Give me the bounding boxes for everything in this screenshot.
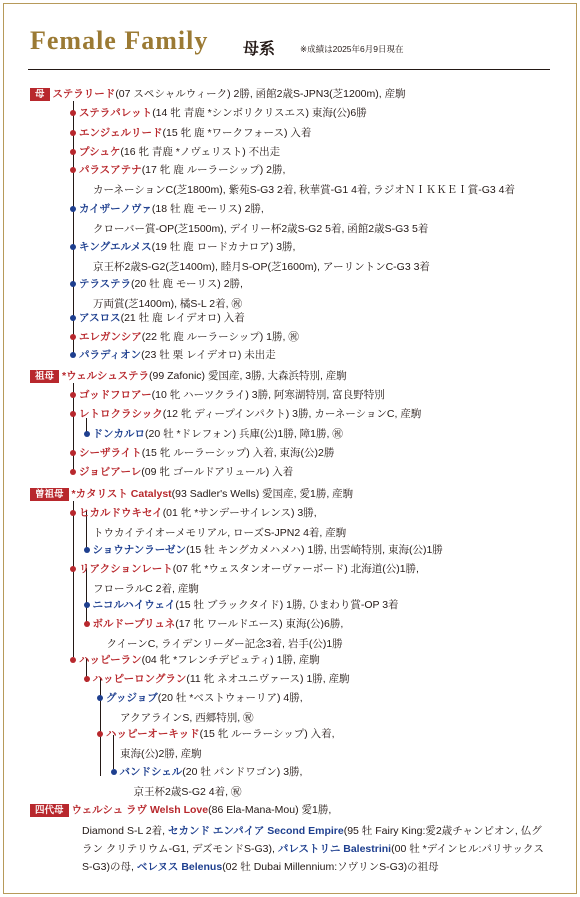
offspring-name: ヒカルドウキセイ [79, 507, 163, 519]
offspring-name: ステラパレット [79, 107, 153, 119]
page-subtitle: 母系 [243, 41, 276, 58]
offspring-record: 京王杯2歳S-G2 4着, ㊗ [133, 786, 242, 798]
tree-dot [70, 110, 76, 116]
offspring-info: (20 牡 鹿 モーリス) 2勝, [130, 278, 243, 290]
offspring-info: (17 牝 鹿 ルーラーシップ) 2勝, [141, 164, 286, 176]
second-empire-name: セカンド エンパイア Second Empire [167, 825, 344, 837]
date-note: ※成績は2025年6月9日現在 [300, 44, 404, 54]
second-dam-tag: 祖母 [30, 370, 59, 383]
offspring-row [79, 126, 311, 140]
offspring-row [93, 672, 350, 686]
third-dam-tree-line [73, 501, 74, 657]
fourth-dam-tag: 四代母 [30, 804, 69, 817]
offspring-info: (15 牡 キングカメハメハ) 1勝, 出雲崎特別, 東海(公)1勝 [186, 544, 443, 556]
offspring-info: (07 牝 *ウェスタンオーヴァーボード) 北海道(公)1勝, [172, 563, 419, 575]
offspring-row [106, 727, 335, 741]
offspring-row [79, 277, 243, 291]
dam-line [30, 87, 406, 101]
offspring-name: バンドシェル [119, 766, 183, 778]
offspring-row [93, 543, 443, 557]
third-dam-info: (93 Sadler's Wells) 愛国産, 愛1勝, 産駒 [171, 488, 354, 500]
offspring-info: (15 牝 鹿 *ワークフォース) 入着 [162, 127, 312, 139]
offspring-row [79, 348, 276, 362]
offspring-row [106, 691, 303, 705]
offspring-record: フローラルC 2着, 産駒 [93, 583, 199, 595]
tree-dot [70, 469, 76, 475]
tree-dot [70, 334, 76, 340]
offspring-row [79, 562, 419, 576]
offspring-name: アスロス [79, 312, 121, 324]
offspring-record: アクアラインS, 西郷特別, ㊗ [120, 712, 254, 724]
tree-dot [70, 352, 76, 358]
tree-dot [70, 244, 76, 250]
offspring-row [79, 145, 280, 159]
tree-dot [84, 547, 90, 553]
offspring-row [120, 765, 303, 779]
third-sub-line-4 [100, 678, 101, 776]
offspring-name: ハッピーラン [79, 654, 142, 666]
offspring-info: (20 牡 パンドワゴン) 3勝, [182, 766, 303, 778]
offspring-info: (16 牝 青鹿 *ノヴェリスト) 不出走 [120, 146, 281, 158]
offspring-info: (04 牝 *フレンチデピュティ) 1勝, 産駒 [141, 654, 320, 666]
third-sub-line-2 [86, 568, 87, 624]
tree-dot [70, 392, 76, 398]
offspring-name: カイザーノヴァ [79, 203, 152, 215]
offspring-info: (11 牝 ネオユニヴァース) 1勝, 産駒 [186, 673, 350, 685]
fourth-text-2: (95 牡 Fairy King:愛2歳チャンピオン, 仏グラン クリテリウム-G1, デズモンドS-G3), [82, 825, 542, 855]
offspring-info: (01 牝 *サンデーサイレンス) 3勝, [162, 507, 317, 519]
second-dam-name: *ウェルシュステラ [62, 370, 149, 382]
offspring-info: (20 牡 *ドレフォン) 兵庫(公)1勝, 障1勝, ㊗ [145, 428, 343, 440]
fourth-dam-name: ウェルシュ ラヴ Welsh Love [71, 804, 209, 816]
offspring-info: (23 牡 栗 レイデオロ) 未出走 [141, 349, 276, 361]
offspring-name: ゴッドフロアー [79, 389, 152, 401]
offspring-name: パラディオン [79, 349, 142, 361]
second-dam-info: (99 Zafonic) 愛国産, 3勝, 大森浜特別, 産駒 [149, 370, 347, 382]
belenus-name: ベレヌス Belenus [136, 861, 223, 873]
offspring-record: 東海(公)2勝, 産駒 [120, 748, 202, 760]
offspring-row [93, 427, 343, 441]
offspring-row [79, 202, 264, 216]
offspring-info: (21 牡 鹿 レイデオロ) 入着 [120, 312, 245, 324]
offspring-info: (12 牝 ディープインパクト) 3勝, カーネーションC, 産駒 [162, 408, 422, 420]
offspring-row [79, 465, 293, 479]
offspring-name: パラスアテナ [79, 164, 142, 176]
page-title: Female Family [30, 26, 209, 55]
third-dam-tag: 曽祖母 [30, 488, 69, 501]
tree-dot [111, 769, 117, 775]
offspring-record: 万両賞(芝1400m), 橘S-L 2着, ㊗ [93, 298, 242, 310]
offspring-info: (09 牝 ゴールドアリュール) 入着 [141, 466, 294, 478]
tree-dot [97, 695, 103, 701]
offspring-info: (10 牝 ハーツクライ) 3勝, 阿寒湖特別, 富良野特別 [151, 389, 385, 401]
offspring-name: ショウナンラーゼン [92, 544, 187, 556]
offspring-info: (17 牝 ワールドエース) 東海(公)6勝, [175, 618, 344, 630]
balestrini-name: パレストリニ Balestrini [277, 843, 392, 855]
tree-dot [70, 206, 76, 212]
tree-dot [70, 510, 76, 516]
tree-dot [70, 315, 76, 321]
third-dam-name: *カタリスト Catalyst [71, 488, 172, 500]
fourth-text-1: Diamond S-L 2着, [82, 825, 168, 837]
offspring-info: (15 牡 ブラックタイド) 1勝, ひまわり賞-OP 3着 [175, 599, 399, 611]
offspring-info: (22 牝 鹿 ルーラーシップ) 1勝, ㊗ [141, 331, 299, 343]
offspring-name: ニコルハイウェイ [92, 599, 176, 611]
third-dam-line [30, 487, 353, 501]
fourth-dam-paragraph [82, 822, 552, 876]
offspring-row [79, 240, 295, 254]
offspring-info: (15 牝 ルーラーシップ) 入着, 東海(公)2勝 [141, 447, 335, 459]
offspring-name: シーザライト [79, 447, 142, 459]
tree-dot [70, 657, 76, 663]
offspring-record: トウカイテイオーメモリアル, ローズS-JPN2 4着, 産駒 [93, 527, 347, 539]
offspring-info: (19 牡 鹿 ロードカナロア) 3勝, [151, 241, 296, 253]
tree-dot [84, 621, 90, 627]
tree-dot [70, 411, 76, 417]
offspring-record: 京王杯2歳S-G2(芝1400m), 睦月S-OP(芝1600m), アーリントンC-G3 3着 [93, 261, 430, 273]
tree-dot [84, 676, 90, 682]
offspring-record: カーネーションC(芝1800m), 紫苑S-G3 2着, 秋華賞-G1 4着, ラジオＮＩＫＫＥＩ賞-G3 4着 [93, 184, 516, 196]
tree-dot [70, 149, 76, 155]
offspring-info: (20 牡 *ベストウォーリア) 4勝, [157, 692, 303, 704]
offspring-row [79, 446, 334, 460]
dam-tag: 母 [30, 88, 50, 101]
offspring-row [79, 330, 299, 344]
offspring-name: ハッピーオーキッド [106, 728, 200, 740]
offspring-row [79, 407, 421, 421]
tree-dot [84, 431, 90, 437]
tree-dot [70, 450, 76, 456]
tree-dot [70, 167, 76, 173]
offspring-row [79, 506, 317, 520]
fourth-dam-info: (86 Ela-Mana-Mou) 愛1勝, [208, 804, 332, 816]
offspring-name: プシュケ [79, 146, 121, 158]
offspring-info: (15 牝 ルーラーシップ) 入着, [199, 728, 335, 740]
offspring-name: ハッピーロングラン [92, 673, 187, 685]
offspring-row [79, 388, 385, 402]
offspring-name: キングエルメス [79, 241, 152, 253]
offspring-row [79, 311, 245, 325]
offspring-row [93, 617, 344, 631]
header-rule [28, 69, 550, 70]
offspring-name: テラステラ [79, 278, 131, 290]
offspring-name: リアクションレート [79, 563, 173, 575]
offspring-row [79, 163, 285, 177]
tree-dot [70, 281, 76, 287]
offspring-name: ジョビアーレ [79, 466, 142, 478]
tree-dot [97, 731, 103, 737]
dam-info: (07 スペシャルウィーク) 2勝, 函館2歳S-JPN3(芝1200m), 産駒 [115, 88, 406, 100]
offspring-name: エンジェルリード [79, 127, 163, 139]
offspring-name: レトロクラシック [79, 408, 163, 420]
second-dam-line [30, 369, 347, 383]
offspring-row [93, 598, 399, 612]
offspring-name: エレガンシア [79, 331, 142, 343]
offspring-name: グッジョブ [106, 692, 158, 704]
offspring-info: (18 牡 鹿 モーリス) 2勝, [151, 203, 264, 215]
dam-name: ステラリード [52, 88, 116, 100]
offspring-record: クローバー賞-OP(芝1500m), デイリー杯2歳S-G2 5着, 函館2歳S-G3 5着 [93, 223, 429, 235]
offspring-info: (14 牝 青鹿 *シンボリクリスエス) 東海(公)6勝 [152, 107, 367, 119]
offspring-row [79, 653, 320, 667]
fourth-text-4: (02 牡 Dubai Millennium:ソヴリンS-G3)の祖母 [222, 861, 439, 873]
tree-dot [84, 602, 90, 608]
offspring-record: クイーンC, ライデンリーダー記念3着, 岩手(公)1勝 [106, 638, 343, 650]
fourth-dam-line [30, 803, 331, 817]
offspring-row [79, 106, 367, 120]
tree-dot [70, 130, 76, 136]
offspring-name: ドンカルロ [92, 428, 145, 440]
offspring-name: ボルドープリュネ [92, 618, 176, 630]
tree-dot [70, 566, 76, 572]
fourth-text-3: (00 牡 *デインヒル:パリサックスS-G3)の母, [82, 843, 544, 873]
